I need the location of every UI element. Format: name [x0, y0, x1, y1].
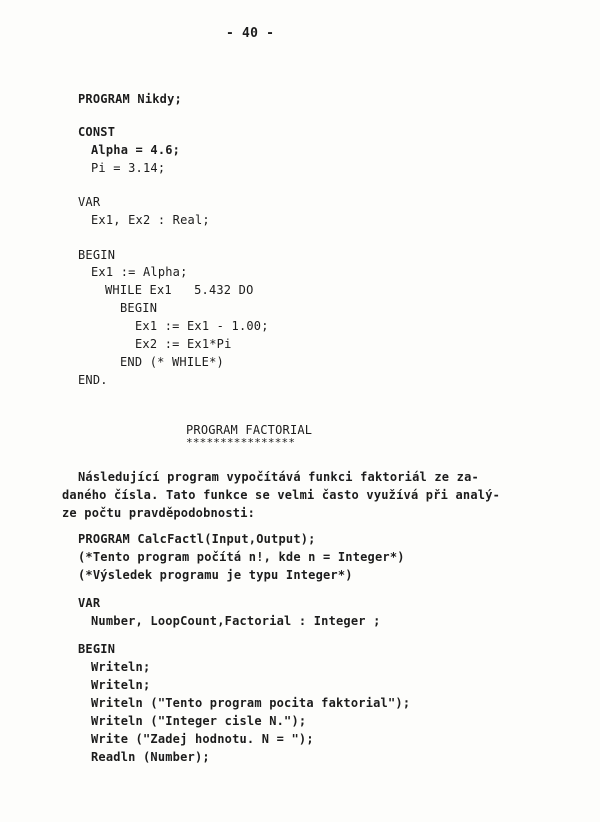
code-line: Pi = 3.14;: [91, 161, 166, 175]
code-line: (*Tento program počítá n!, kde n = Integer*): [78, 550, 405, 564]
section-title: PROGRAM FACTORIAL: [186, 423, 313, 437]
code-line: CONST: [78, 125, 116, 139]
code-line: Ex1 := Ex1 - 1.00;: [135, 319, 269, 333]
code-line: Writeln ("Tento program pocita faktorial");: [91, 696, 411, 710]
code-line: PROGRAM CalcFactl(Input,Output);: [78, 532, 316, 546]
code-line: BEGIN: [78, 642, 116, 656]
code-line: Writeln;: [91, 660, 151, 674]
code-line: END.: [78, 373, 108, 387]
code-line: Writeln;: [91, 678, 151, 692]
paragraph-line: Následující program vypočítává funkci faktoriál ze za-: [78, 470, 479, 484]
paragraph-line: ze počtu pravděpodobnosti:: [62, 506, 256, 520]
code-line: Readln (Number);: [91, 750, 210, 764]
code-line: Number, LoopCount,Factorial : Integer ;: [91, 614, 381, 628]
code-line: VAR: [78, 195, 101, 209]
page-number: - 40 -: [226, 26, 275, 41]
code-line: Ex1 := Alpha;: [91, 265, 188, 279]
code-line: BEGIN: [120, 301, 158, 315]
code-line: VAR: [78, 596, 101, 610]
code-line: (*Výsledek programu je typu Integer*): [78, 568, 353, 582]
code-line: Ex2 := Ex1*Pi: [135, 337, 232, 351]
code-line: PROGRAM Nikdy;: [78, 92, 182, 106]
code-line: BEGIN: [78, 248, 116, 262]
code-line: END (* WHILE*): [120, 355, 224, 369]
code-line: Writeln ("Integer cisle N.");: [91, 714, 307, 728]
paragraph-line: daného čísla. Tato funkce se velmi často využívá při analý-: [62, 488, 501, 502]
code-line: WHILE Ex1 5.432 DO: [105, 283, 254, 297]
code-line: Ex1, Ex2 : Real;: [91, 213, 210, 227]
section-underline: ****************: [186, 436, 296, 449]
code-line: Alpha = 4.6;: [91, 143, 181, 157]
code-line: Write ("Zadej hodnotu. N = ");: [91, 732, 314, 746]
